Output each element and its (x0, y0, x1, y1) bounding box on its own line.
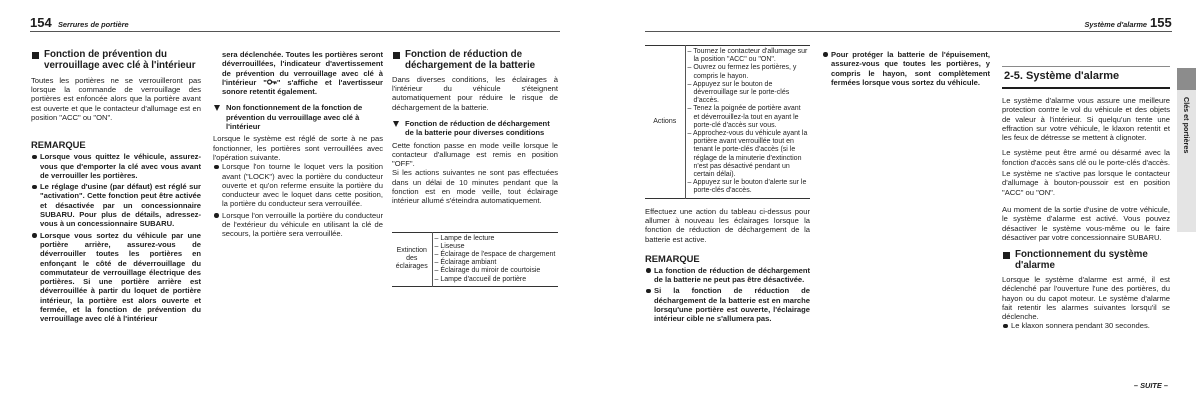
remarque-list (31, 152, 201, 323)
note-item (31, 152, 201, 180)
note-text: Lorsque vous quittez le véhicule, assurez-vous que d'emporter la clé avec vous avant de verrouiller les portières. (40, 152, 201, 180)
left-column-1 (31, 50, 201, 324)
actions-table (645, 45, 810, 199)
list-item (213, 162, 383, 208)
bullet-icon (1003, 324, 1008, 329)
note-text: Lorsque vous sortez du véhicule par une portière arrière, assurez-vous de déverrouiller toutes les portières en enfonçant le côté de déverrouillage du commutateur de verrouillage électrique des portières. Si une portière arrière est déverrouillée à partir du loquet de portière intérieur, la portière est alors ouverte et fermée, et la fonction de prévention du verrouillage avec clé à l'intérieur (40, 230, 201, 324)
table-row-label: Actions (645, 46, 685, 199)
key-lock-prevention-body: Toutes les portières ne se verrouilleront pas lorsque la commande de verrouillage des portières est enfoncée alors que la portière avant est ouverte et que le contacteur d'allumage est en position "ACC" ou "ON". (31, 75, 201, 122)
non-operation-body: Lorsque le système est réglé de sorte à ne pas fonctionner, les portières sont verrouillées avec l'opération suivante. (213, 134, 383, 162)
right-header-rule (645, 31, 1172, 32)
non-operation-heading (213, 103, 383, 131)
note-continuation (213, 50, 383, 96)
battery-saver-heading (392, 50, 558, 72)
alarm-operation-body: Lorsque le système d'alarme est armé, il est déclenché par l'ouverture l'une des portières, du hayon ou du capot moteur. Le système d'alarme fait retentir les alarmes suivantes lorsqu'il se déclenche. (1002, 274, 1170, 322)
battery-saver-paragraph: Cette fonction passe en mode veille lorsque le contacteur d'allumage est remis en position "OFF". (392, 140, 558, 169)
battery-saver-subheading (392, 119, 558, 138)
list-item-text: Lorsque l'on tourne le loquet vers la position avant ("LOCK") avec la portière du conducteur ouverte et qu'on referme ensuite la portière du conducteur avec le loquet dans cette position, la portière du conducteur sera verrouillée. (222, 162, 383, 209)
battery-saver-heading-text: Fonction de réduction de déchargement de la batterie (405, 49, 536, 71)
alarm-paragraph: Le système ne s'active pas lorsque le contacteur d'allumage à bouton-poussoir est en position "ACC" ou "ON". (1002, 169, 1170, 197)
continued-label: – SUITE – (1133, 381, 1168, 390)
table-row-label: Extinction des éclairages (392, 232, 432, 286)
note-item (31, 182, 201, 228)
table-item: – Tenez la poignée de portière avant et déverrouillez-la tout en ayant le porte-clé d'accès sur vous. (687, 105, 801, 129)
list-item (213, 211, 383, 239)
key-lock-prevention-heading (31, 50, 201, 72)
alarm-paragraph: Au moment de la sortie d'usine de votre véhicule, le système d'alarme est activé. Vous pouvez désactiver le système vous-même ou le faire désactiver par votre concessionnaire SUBARU. (1002, 204, 1170, 242)
triangle-marker-icon (214, 105, 220, 111)
table-item: – Appuyez sur le bouton de déverrouillage sur le porte-clés d'accès. (687, 80, 790, 105)
table-item: – Éclairage ambiant (434, 259, 497, 267)
alarm-paragraph: Le système peut être armé ou désarmé avec la fonction d'accès sans clé ou le porte-clés d'accès. (1002, 148, 1170, 167)
alarm-operation-heading-text: Fonctionnement du système d'alarme (1015, 249, 1148, 272)
right-column-3 (1002, 66, 1170, 331)
key-lock-warning-icon (267, 78, 277, 86)
bullet-icon (32, 233, 37, 238)
non-operation-list (213, 162, 383, 238)
non-operation-heading-text: Non fonctionnement de la fonction de prévention du verrouillage avec clé à l'intérieur (226, 103, 363, 132)
remarque-list (645, 266, 810, 324)
note-continuation-text-a: sera déclenchée. Toutes les portières seront déverrouillées, l'indicateur d'avertissement de prévention du verrouillage avec clé à l'intérieur " (222, 50, 383, 87)
table-item: – Lampe d'accueil de portière (434, 275, 527, 283)
after-table-paragraph: Effectuez une action du tableau ci-dessus pour allumer à nouveau les éclairages lorsque la fonction de réduction de déchargement de la batterie est active. (645, 206, 810, 244)
square-marker-icon (32, 52, 39, 59)
square-marker-icon (1003, 252, 1010, 259)
battery-saver-paragraph: Si les actions suivantes ne sont pas effectuées dans un délai de 10 minutes pendant que la fonction est en mode veille, tout éclairage intérieur allumé s'éteindra automatiquement. (392, 168, 558, 206)
list-item (1002, 321, 1170, 330)
left-page-header-title: Serrures de portière (58, 20, 129, 29)
list-item-text: Le klaxon sonnera pendant 30 secondes. (1011, 321, 1150, 331)
note-item (822, 50, 990, 87)
note-item (31, 231, 201, 324)
remarque-title: REMARQUE (645, 252, 700, 264)
table-row-items (432, 232, 558, 286)
triangle-marker-icon (393, 121, 399, 127)
bullet-icon (32, 155, 37, 160)
table-item: – Appuyez sur le bouton d'alerte sur le porte-clés d'accès. (687, 179, 807, 195)
table-item: – Lampe de lecture (434, 234, 495, 242)
battery-saver-body: Dans diverses conditions, les éclairages à l'intérieur du véhicule s'éteignent automatiquement pour réduire le risque de déchargement de la batterie. (392, 74, 558, 112)
table-item: – Approchez-vous du véhicule ayant la portière avant verrouillée tout en tenant le porte-clés d'accès (si le réglage de la minuterie d'extinction n'est pas désactivé pendant un certain délai). (687, 130, 808, 179)
alarm-paragraph: Le système d'alarme vous assure une meilleure protection contre le vol du véhicule et des objets de valeur à l'intérieur. Si quelqu'un tente une effraction sur votre véhicule, le klaxon retentit et les feux de détresse se mettent à clignoter. (1002, 96, 1170, 143)
bullet-icon (646, 268, 651, 273)
left-page-number: 154 (30, 15, 52, 30)
alarm-operation-heading (1002, 250, 1170, 272)
table-item: – Éclairage du miroir de courtoisie (434, 267, 541, 275)
square-marker-icon (393, 52, 400, 59)
bullet-icon (214, 213, 219, 218)
note-item (645, 286, 810, 323)
chapter-tab-label: Clés et portières (1182, 97, 1191, 154)
left-column-3 (392, 50, 558, 287)
left-column-2 (213, 50, 383, 239)
note-text: Pour protéger la batterie de l'épuisement, assurez-vous que toutes les portières, y compris le hayon, sont complètement fermées lorsque vous sortez du véhicule. (831, 50, 990, 87)
right-page-number: 155 (1150, 15, 1172, 30)
lights-off-table (392, 232, 558, 287)
key-lock-prevention-heading-text: Fonction de prévention du verrouillage avec clé à l'intérieur (44, 49, 196, 71)
note-text: Si la fonction de réduction de déchargement de la batterie est en marche lorsqu'une portière est ouverte, l'éclairage intérieur cible ne s'allumera pas. (654, 286, 810, 324)
bullet-icon (646, 289, 651, 294)
list-item-text: Lorsque l'on verrouille la portière du conducteur de l'extérieur du véhicule en utilisant la clé de secours, la portière sera verrouillée. (222, 210, 383, 239)
note-text: Le réglage d'usine (par défaut) est réglé sur "activation". Cette fonction peut être activée et désactivée par un concessionnaire SUBARU. Pour plus de détails, adressez-vous à un concessionnaire SUBARU. (40, 182, 201, 229)
right-column-2 (822, 50, 990, 87)
table-row-items (685, 46, 810, 199)
note-item (645, 266, 810, 285)
battery-saver-subheading-text: Fonction de réduction de déchargement de la batterie pour diverses conditions (405, 119, 550, 138)
table-item: – Ouvrez ou fermez les portières, y compris le hayon. (687, 64, 797, 80)
bullet-icon (32, 185, 37, 190)
table-item: – Tournez le contacteur d'allumage sur la position "ACC" ou "ON". (687, 48, 808, 64)
right-column-1 (645, 45, 810, 324)
table-item: – Éclairage de l'espace de chargement (434, 251, 556, 259)
note-text: La fonction de réduction de déchargement de la batterie ne peut pas être désactivée. (654, 265, 810, 285)
note-continuation-text-b: " s'affiche et l'avertisseur sonore retentit également. (222, 77, 383, 97)
bullet-icon (214, 165, 219, 170)
alarm-operation-list (1002, 321, 1170, 330)
table-row (645, 46, 810, 199)
left-header-rule (30, 31, 560, 32)
alarm-section-title: 2-5. Système d'alarme (1002, 66, 1170, 89)
table-item: – Liseuse (434, 242, 465, 250)
bullet-icon (823, 52, 828, 57)
table-row (392, 232, 558, 286)
chapter-tab-marker (1177, 68, 1196, 90)
remarque-title: REMARQUE (31, 139, 86, 151)
right-page-header-title: Système d'alarme (1084, 20, 1147, 29)
